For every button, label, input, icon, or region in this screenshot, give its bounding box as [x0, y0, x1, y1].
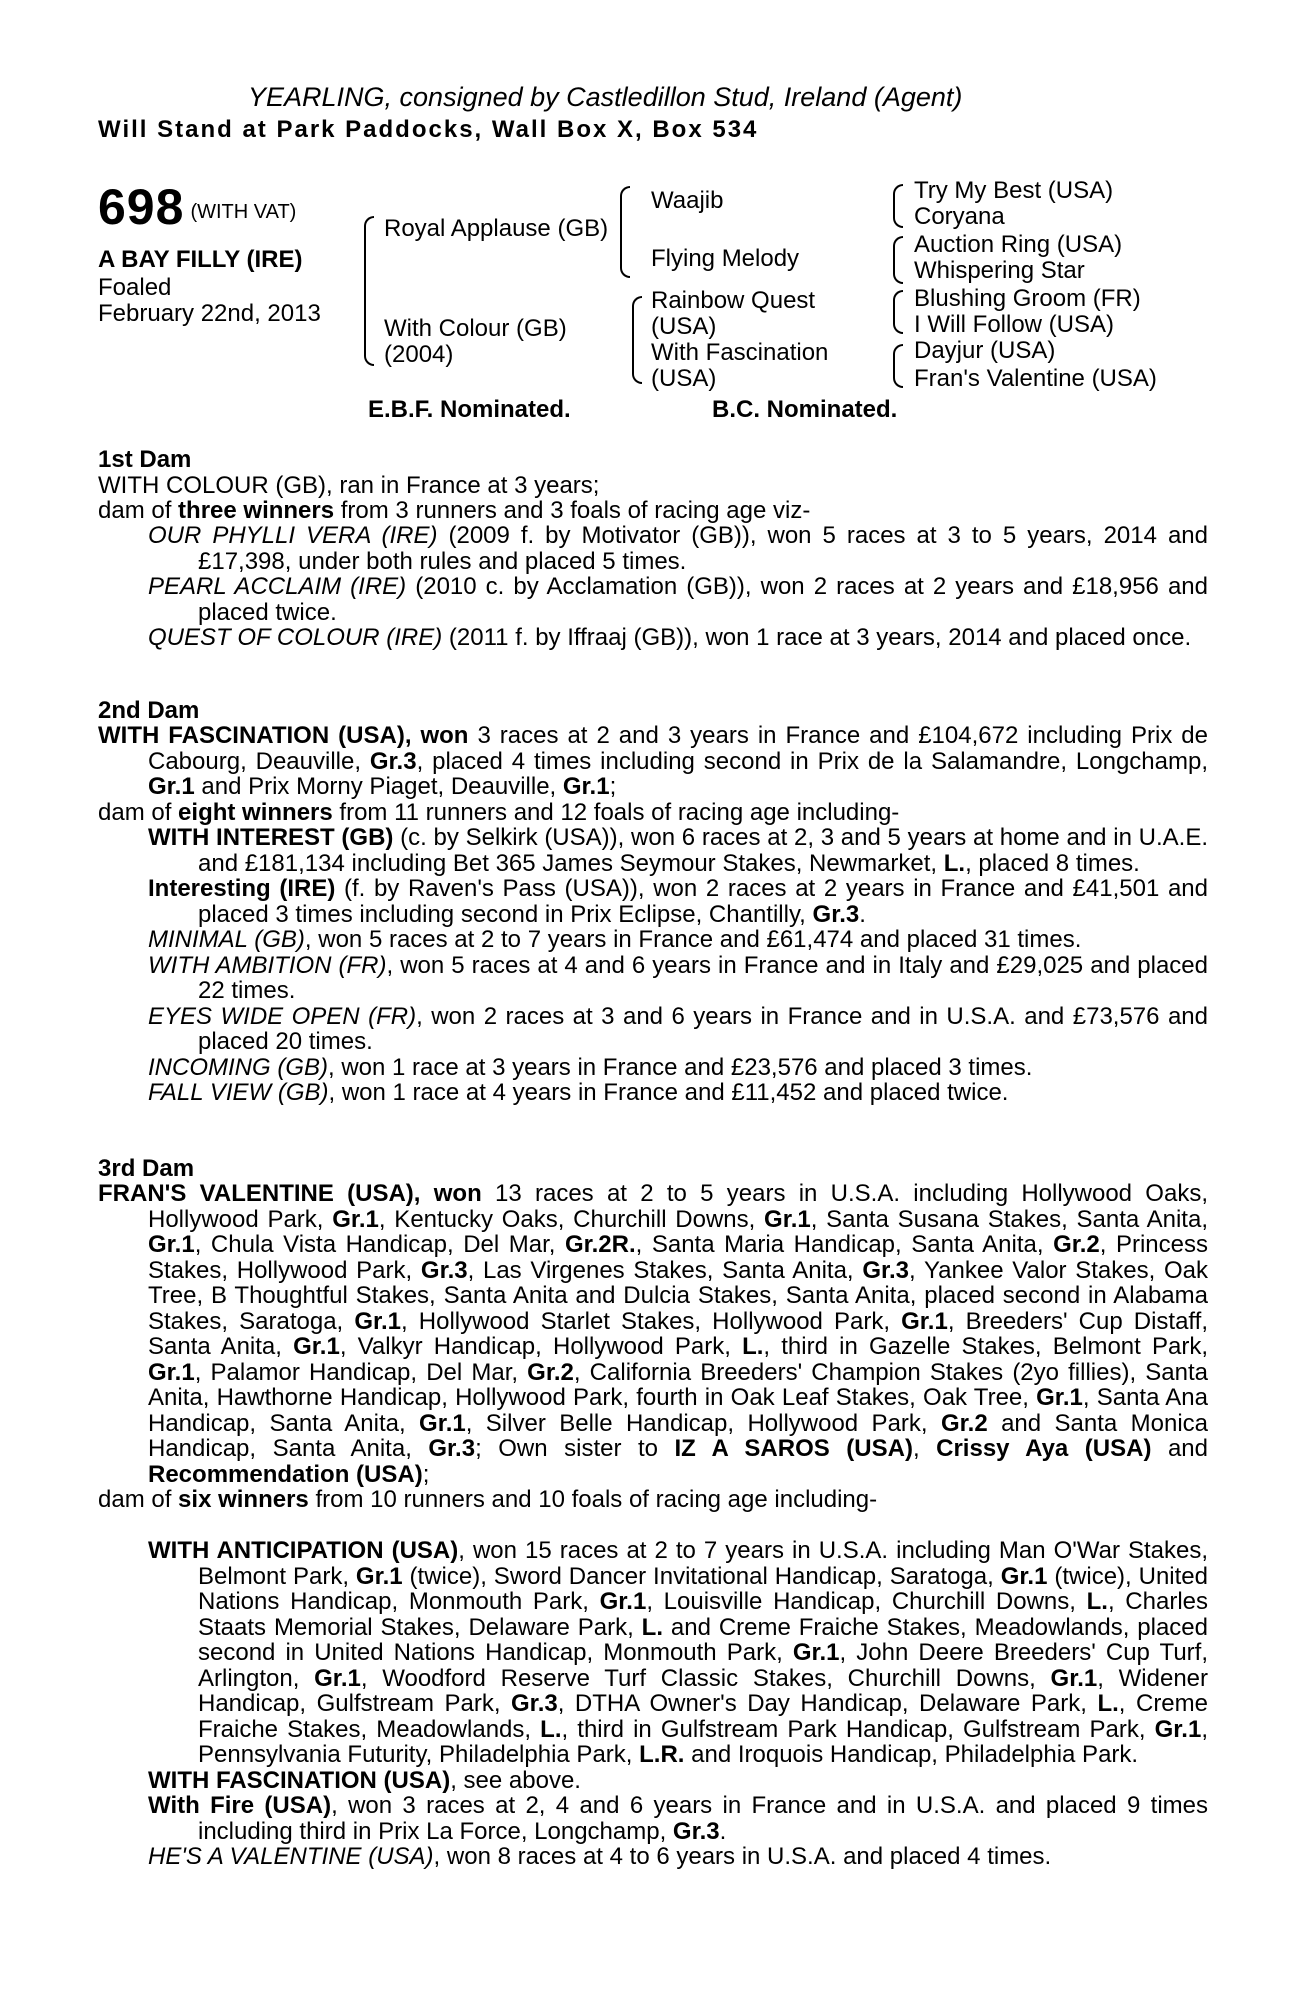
list-item: PEARL ACCLAIM (IRE) (2010 c. by Acclamation (GB)), won 2 races at 2 years and £18,956 and placed twice. [148, 573, 1208, 626]
pedigree-dam: With Colour (GB) [384, 315, 567, 342]
list-item: MINIMAL (GB), won 5 races at 2 to 7 years in France and £61,474 and placed 31 times. [148, 926, 1082, 953]
pedigree-dds: Dayjur (USA) [914, 337, 1056, 364]
lot-number-block [98, 178, 296, 236]
third-dam-produce [148, 1538, 1208, 1870]
vat-note: (WITH VAT) [190, 201, 297, 223]
pedigree-dd-country: (USA) [651, 365, 717, 392]
pedigree-sdd: Whispering Star [914, 257, 1085, 284]
third-dam-record: FRAN'S VALENTINE (USA), won 13 races at 2 to 5 years in U.S.A. including Hollywood Oaks, Hollywood Park, Gr.1, Kentucky Oaks, Churchill Downs, Gr.1, Santa Susana Stakes, Santa Anita, Gr.1, Chula Vista Handicap, Del Mar, Gr.2R., Santa Maria Handicap, Santa Anita, Gr.2, Princess Stakes, Hollywood Park, Gr.3, Las Virgenes Stakes, Santa Anita, Gr.3, Yankee Valor Stakes, Oak Tree, B Thoughtful Stakes, Santa Anita and Dulcia Stakes, Santa Anita, placed second in Alabama Stakes, Saratoga, Gr.1, Hollywood Starlet Stakes, Hollywood Park, Gr.1, Breeders' Cup Distaff, Santa Anita, Gr.1, Valkyr Handicap, Hollywood Park, L., third in Gazelle Stakes, Belmont Park, Gr.1, Palamor Handicap, Del Mar, Gr.2, California Breeders' Champion Stakes (2yo fillies), Santa Anita, Hawthorne Handicap, Hollywood Park, fourth in Oak Leaf Stakes, Oak Tree, Gr.1, Santa Ana Handicap, Santa Anita, Gr.1, Silver Belle Handicap, Hollywood Park, Gr.2 and Santa Monica Handicap, Santa Anita, Gr.3; Own sister to IZ A SAROS (USA), Crissy Aya (USA) and Recommendation (USA); dam of six winners from 10 runners and 10 foals of racing age including- [98, 1180, 1209, 1513]
first-dam-heading: 1st Dam [98, 446, 192, 473]
pedigree-sds: Auction Ring (USA) [914, 231, 1123, 258]
consignment-line: YEARLING, consigned by Castledillon Stud, Ireland (Agent) [248, 82, 963, 112]
list-item: WITH AMBITION (FR), won 5 races at 4 and 6 years in France and in Italy and £29,025 and placed 22 times. [148, 951, 1208, 1004]
pedigree-dsd: I Will Follow (USA) [914, 311, 1115, 338]
pedigree-ss: Waajib [651, 187, 724, 214]
pedigree-dss: Blushing Groom (FR) [914, 285, 1141, 312]
lot-number: 698 [98, 179, 185, 235]
pedigree-sire: Royal Applause (GB) [384, 215, 609, 242]
first-dam-line1: WITH COLOUR (GB), ran in France at 3 years; [98, 472, 600, 499]
foaled-date: February 22nd, 2013 [98, 300, 321, 327]
pedigree-sss: Try My Best (USA) [914, 177, 1114, 204]
list-item: With Fire (USA), won 3 races at 2, 4 and 6 years in France and in U.S.A. and placed 9 times including third in Prix La Force, Longchamp, Gr.3. [148, 1792, 1208, 1845]
pedigree-ds: Rainbow Quest [651, 287, 816, 314]
brace-sd [893, 236, 903, 284]
stand-location: Will Stand at Park Paddocks, Wall Box X, Box 534 [98, 116, 759, 143]
list-item: WITH INTEREST (GB) (c. by Selkirk (USA)), won 6 races at 2, 3 and 5 years at home and in U.A.E. and £181,134 including Bet 365 James Seymour Stakes, Newmarket, L., placed 8 times. [148, 824, 1209, 877]
list-item: QUEST OF COLOUR (IRE) (2011 f. by Iffraaj (GB)), won 1 race at 3 years, 2014 and placed once. [148, 624, 1192, 651]
brace-dd [893, 344, 903, 388]
second-dam-heading: 2nd Dam [98, 697, 200, 724]
pedigree-sd: Flying Melody [651, 245, 800, 272]
list-item: WITH ANTICIPATION (USA), won 15 races at 2 to 7 years in U.S.A. including Man O'War Stakes, Belmont Park, Gr.1 (twice), Sword Dancer Invitational Handicap, Saratoga, Gr.1 (twice), United Nations Handicap, Monmouth Park, Gr.1, Louisville Handicap, Churchill Downs, L., Charles Staats Memorial Stakes, Delaware Park, L. and Creme Fraiche Stakes, Meadowlands, placed second in United Nations Handicap, Monmouth Park, Gr.1, John Deere Breeders' Cup Turf, Arlington, Gr.1, Woodford Reserve Turf Classic Stakes, Churchill Downs, Gr.1, Widener Handicap, Gulfstream Park, Gr.3, DTHA Owner's Day Handicap, Delaware Park, L., Creme Fraiche Stakes, Meadowlands, L., third in Gulfstream Park Handicap, Gulfstream Park, Gr.1, Pennsylvania Futurity, Philadelphia Park, L.R. and Iroquois Handicap, Philadelphia Park. [148, 1537, 1209, 1768]
brace-dam [632, 296, 642, 384]
list-item: Interesting (IRE) (f. by Raven's Pass (USA)), won 2 races at 2 years in France and £41,501 and placed 3 times including second in Prix Eclipse, Chantilly, Gr.3. [148, 875, 1209, 928]
list-item: EYES WIDE OPEN (FR), won 2 races at 3 and 6 years in France and in U.S.A. and £73,576 and placed 20 times. [148, 1002, 1209, 1055]
pedigree-ssd: Coryana [914, 203, 1005, 230]
list-item: INCOMING (GB), won 1 race at 3 years in France and £23,576 and placed 3 times. [148, 1053, 1033, 1081]
brace-gen1 [364, 216, 374, 366]
second-dam-record: WITH FASCINATION (USA), won 3 races at 2 and 3 years in France and £104,672 including Prix de Cabourg, Deauville, Gr.3, placed 4 times including second in Prix de la Salamandre, Longchamp, Gr.1 and Prix Morny Piaget, Deauville, Gr.1; dam of eight winners from 11 runners and 12 foals of racing age including- [98, 722, 1209, 826]
third-dam-heading: 3rd Dam [98, 1155, 195, 1182]
list-item: HE'S A VALENTINE (USA), won 8 races at 4 to 6 years in U.S.A. and placed 4 times. [148, 1843, 1052, 1870]
brace-ds [893, 290, 903, 334]
ebf-nomination: E.B.F. Nominated. [368, 396, 571, 423]
brace-ss [893, 184, 903, 228]
pedigree-dd: With Fascination [651, 339, 829, 366]
pedigree-dam-year: (2004) [384, 341, 454, 368]
list-item: OUR PHYLLI VERA (IRE) (2009 f. by Motivator (GB)), won 5 races at 3 to 5 years, 2014 and £17,398, under both rules and placed 5 times. [148, 522, 1208, 575]
list-item: FALL VIEW (GB), won 1 race at 4 years in France and £11,452 and placed twice. [148, 1079, 1009, 1106]
first-dam-produce-intro: dam of three winners from 3 runners and 3 foals of racing age viz- [98, 497, 811, 524]
pedigree-ddd: Fran's Valentine (USA) [914, 365, 1157, 392]
pedigree-ds-country: (USA) [651, 313, 717, 340]
brace-sire [620, 186, 630, 278]
first-dam-produce [148, 523, 1208, 651]
foaled-label: Foaled [98, 274, 172, 301]
horse-name: A BAY FILLY (IRE) [98, 246, 303, 273]
second-dam-produce [148, 825, 1208, 1106]
list-item: WITH FASCINATION (USA), see above. [148, 1766, 581, 1794]
bc-nomination: B.C. Nominated. [712, 396, 898, 423]
